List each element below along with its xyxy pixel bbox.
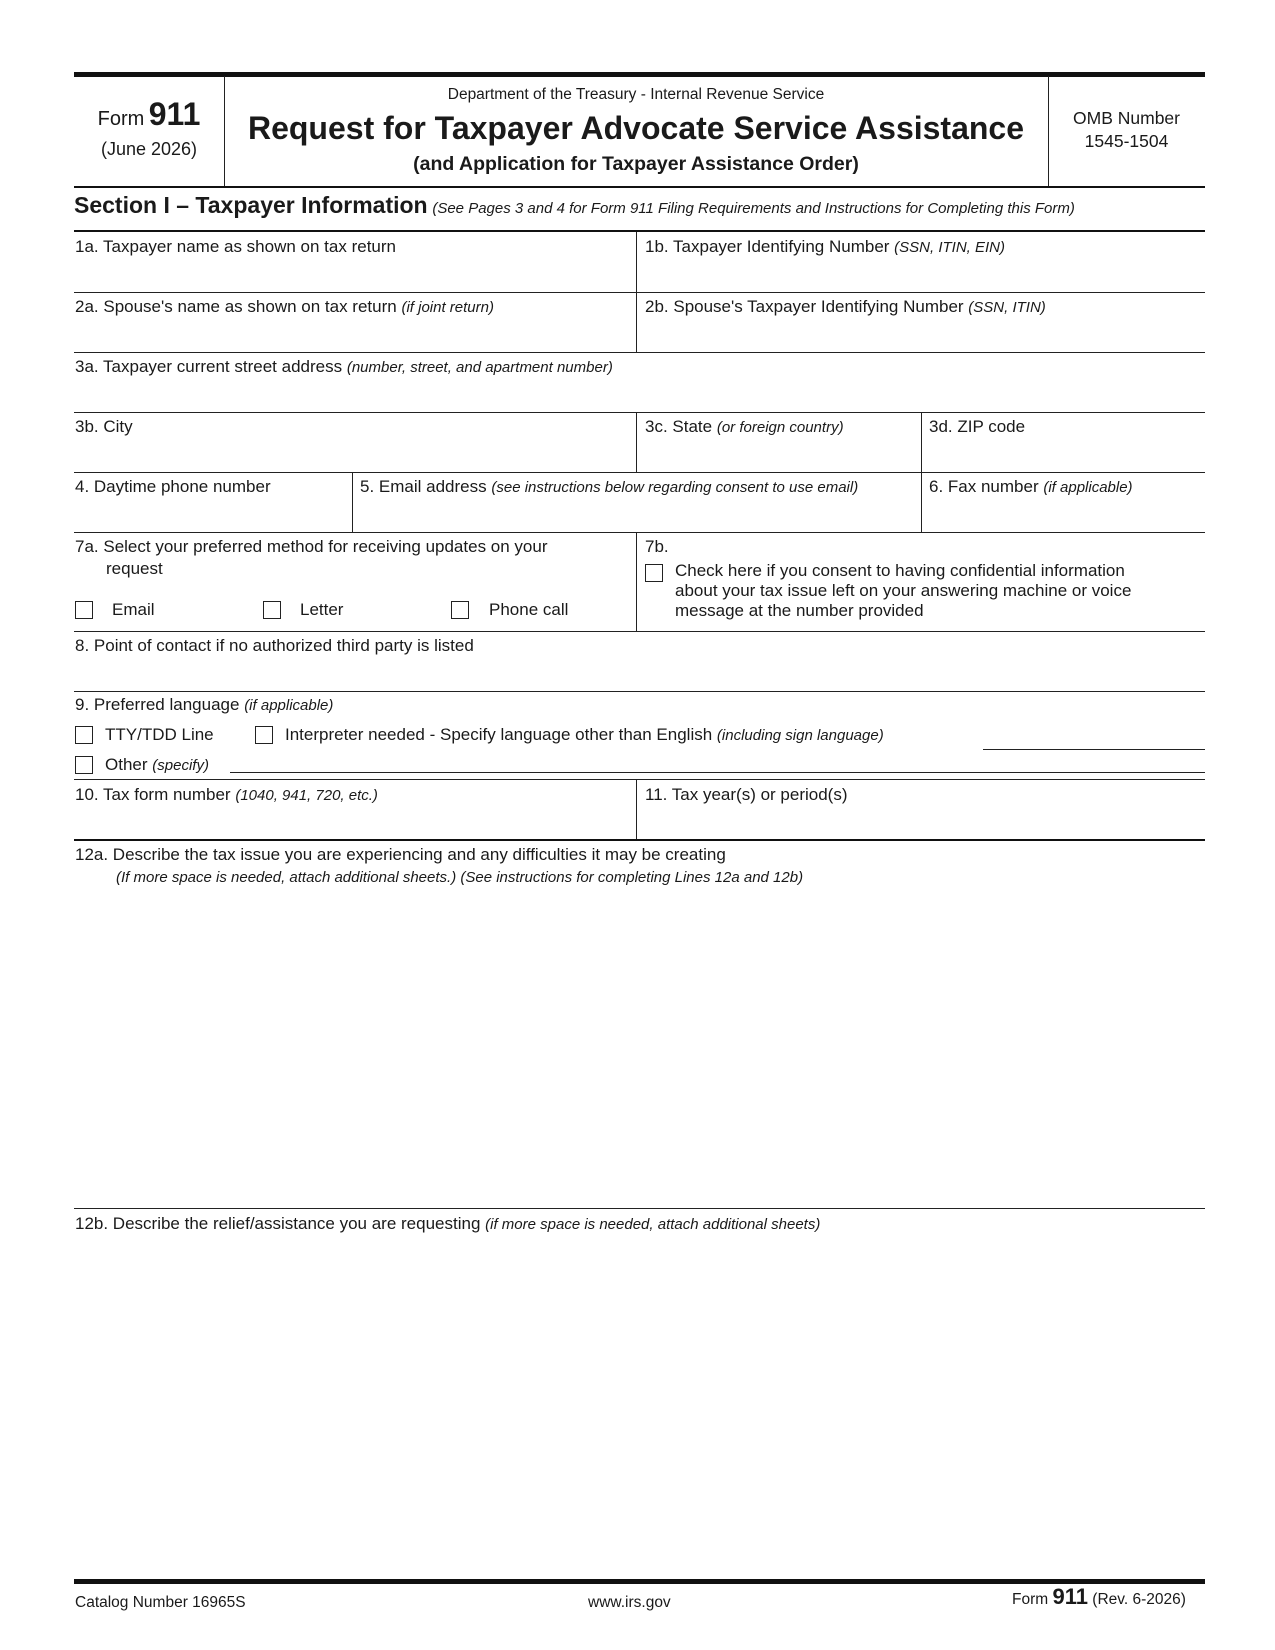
label-2a <box>75 296 494 318</box>
section-note: (See Pages 3 and 4 for Form 911 Filing Requirements and Instructions for Completing this Form) <box>432 200 1075 217</box>
email-input[interactable] <box>360 500 919 528</box>
phone-input[interactable] <box>75 500 349 528</box>
row12a-bottom-rule <box>74 1208 1205 1209</box>
label-12b-note: (if more space is needed, attach additional sheets) <box>485 1216 821 1233</box>
row7-bottom-rule <box>74 631 1205 632</box>
label-3c <box>645 416 844 438</box>
footer-revision: (Rev. 6-2026) <box>1092 1591 1186 1608</box>
letter-checkbox[interactable] <box>263 601 281 619</box>
tax-years-input[interactable] <box>645 808 1199 836</box>
row8-bottom-rule <box>74 691 1205 692</box>
row9-bottom-rule <box>74 779 1205 780</box>
label-1a: 1a. Taxpayer name as shown on tax return <box>75 237 396 256</box>
page-title: Request for Taxpayer Advocate Service Assistance <box>247 110 1025 146</box>
page-subtitle: (and Application for Taxpayer Assistance Order) <box>413 153 859 175</box>
row10-divider <box>636 779 637 840</box>
tax-form-number-input[interactable] <box>75 808 629 836</box>
phone-call-checkbox[interactable] <box>451 601 469 619</box>
label-9-interp-text: Interpreter needed - Specify language other than English <box>285 725 713 744</box>
label-7b-line3: message at the number provided <box>675 601 924 620</box>
form-date: (June 2026) <box>100 139 198 159</box>
label-10 <box>75 784 378 806</box>
city-input[interactable] <box>75 440 629 468</box>
row1-bottom-rule <box>74 292 1205 293</box>
label-3a-text: 3a. Taxpayer current street address <box>75 357 343 376</box>
label-7a-letter: Letter <box>300 600 344 619</box>
omb-number: 1545-1504 <box>1084 131 1169 151</box>
label-12a: 12a. Describe the tax issue you are experiencing and any difficulties it may be creating <box>75 845 726 864</box>
label-3d: 3d. ZIP code <box>929 417 1026 436</box>
label-7a-phone: Phone call <box>489 600 569 619</box>
label-3a-note: (number, street, and apartment number) <box>346 359 613 376</box>
state-input[interactable] <box>645 440 919 468</box>
label-9-other <box>105 754 209 776</box>
omb-label: OMB Number <box>1073 108 1180 128</box>
section-rule <box>74 230 1205 232</box>
interpreter-language-line <box>983 749 1205 750</box>
row7-divider <box>636 532 637 631</box>
consent-checkbox[interactable] <box>645 564 663 582</box>
label-6-note: (if applicable) <box>1043 479 1133 496</box>
tax-issue-textarea[interactable] <box>75 892 1204 1206</box>
website-link[interactable]: www.irs.gov <box>588 1594 671 1611</box>
header-bottom-rule <box>74 186 1205 188</box>
row10-bottom-rule <box>74 839 1205 841</box>
footer-form-id <box>1012 1586 1186 1610</box>
relief-requested-textarea[interactable] <box>75 1240 1204 1574</box>
row2-divider <box>636 292 637 352</box>
label-2b-note: (SSN, ITIN) <box>968 299 1046 316</box>
taxpayer-name-input[interactable] <box>75 260 629 288</box>
form-number: 911 <box>148 96 201 132</box>
label-9-interp <box>285 724 884 746</box>
label-5-text: 5. Email address <box>360 477 487 496</box>
row3a-bottom-rule <box>74 412 1205 413</box>
label-7b-line1: Check here if you consent to having confidential information <box>675 561 1125 580</box>
label-2a-text: 2a. Spouse's name as shown on tax return <box>75 297 397 316</box>
label-1b-note: (SSN, ITIN, EIN) <box>894 239 1006 256</box>
row4-divider-1 <box>352 472 353 532</box>
label-3b: 3b. City <box>75 417 133 436</box>
label-12a-note: (If more space is needed, attach additional sheets.) (See instructions for completing Lines 12a and 12b) <box>116 869 804 886</box>
label-5-note: (see instructions below regarding consent to use email) <box>491 479 859 496</box>
label-7a-line1: 7a. Select your preferred method for receiving updates on your <box>75 537 548 556</box>
label-10-note: (1040, 941, 720, etc.) <box>235 787 378 804</box>
interpreter-checkbox[interactable] <box>255 726 273 744</box>
label-9-other-note: (specify) <box>152 757 209 774</box>
label-11: 11. Tax year(s) or period(s) <box>645 785 848 804</box>
fax-input[interactable] <box>929 500 1199 528</box>
form-word: Form <box>97 108 145 130</box>
form-id <box>74 96 224 133</box>
label-2b-text: 2b. Spouse's Taxpayer Identifying Number <box>645 297 964 316</box>
row2-bottom-rule <box>74 352 1205 353</box>
label-7a-line2: request <box>106 559 163 578</box>
label-12b <box>75 1213 820 1235</box>
header-top-rule <box>74 72 1205 77</box>
label-9-other-text: Other <box>105 755 148 774</box>
label-8: 8. Point of contact if no authorized third party is listed <box>75 636 474 655</box>
street-address-input[interactable] <box>75 380 1199 408</box>
label-10-text: 10. Tax form number <box>75 785 231 804</box>
label-4: 4. Daytime phone number <box>75 477 271 496</box>
label-6-text: 6. Fax number <box>929 477 1039 496</box>
interpreter-language-input[interactable] <box>985 724 1207 750</box>
label-12b-text: 12b. Describe the relief/assistance you are requesting <box>75 1214 481 1233</box>
label-2a-note: (if joint return) <box>401 299 494 316</box>
label-5 <box>360 476 858 498</box>
label-7b: 7b. <box>645 537 669 556</box>
spouse-tin-input[interactable] <box>645 320 1199 348</box>
row3b-divider-1 <box>636 412 637 472</box>
row3b-divider-2 <box>921 412 922 472</box>
other-language-line <box>230 772 1205 773</box>
label-3c-note: (or foreign country) <box>716 419 844 436</box>
section-title-row <box>74 192 1075 219</box>
footer-rule <box>74 1579 1205 1584</box>
label-9-text: 9. Preferred language <box>75 695 240 714</box>
spouse-name-input[interactable] <box>75 320 629 348</box>
zip-input[interactable] <box>929 440 1199 468</box>
footer-form-word: Form <box>1012 1591 1049 1608</box>
row4-divider-2 <box>921 472 922 532</box>
department: Department of the Treasury - Internal Revenue Service <box>447 86 825 103</box>
label-9-interp-note: (including sign language) <box>716 727 884 744</box>
label-9-note: (if applicable) <box>244 697 334 714</box>
email-checkbox[interactable] <box>75 601 93 619</box>
row1-divider <box>636 232 637 292</box>
label-1b-text: 1b. Taxpayer Identifying Number <box>645 237 890 256</box>
label-2b <box>645 296 1046 318</box>
row3b-bottom-rule <box>74 472 1205 473</box>
label-9-tty: TTY/TDD Line <box>105 725 214 744</box>
label-1b <box>645 236 1005 258</box>
tty-tdd-checkbox[interactable] <box>75 726 93 744</box>
label-3c-text: 3c. State <box>645 417 713 436</box>
other-language-checkbox[interactable] <box>75 756 93 774</box>
label-9 <box>75 694 333 716</box>
label-7b-line2: about your tax issue left on your answering machine or voice <box>675 581 1132 600</box>
label-3a <box>75 356 613 378</box>
taxpayer-tin-input[interactable] <box>645 260 1199 288</box>
section-title: Section I – Taxpayer Information <box>74 192 428 218</box>
footer-form-number: 911 <box>1052 1584 1088 1609</box>
label-6 <box>929 476 1133 498</box>
row4-bottom-rule <box>74 532 1205 533</box>
label-7a-email: Email <box>112 600 155 619</box>
point-of-contact-input[interactable] <box>75 660 1199 688</box>
catalog-number: Catalog Number 16965S <box>75 1594 246 1611</box>
